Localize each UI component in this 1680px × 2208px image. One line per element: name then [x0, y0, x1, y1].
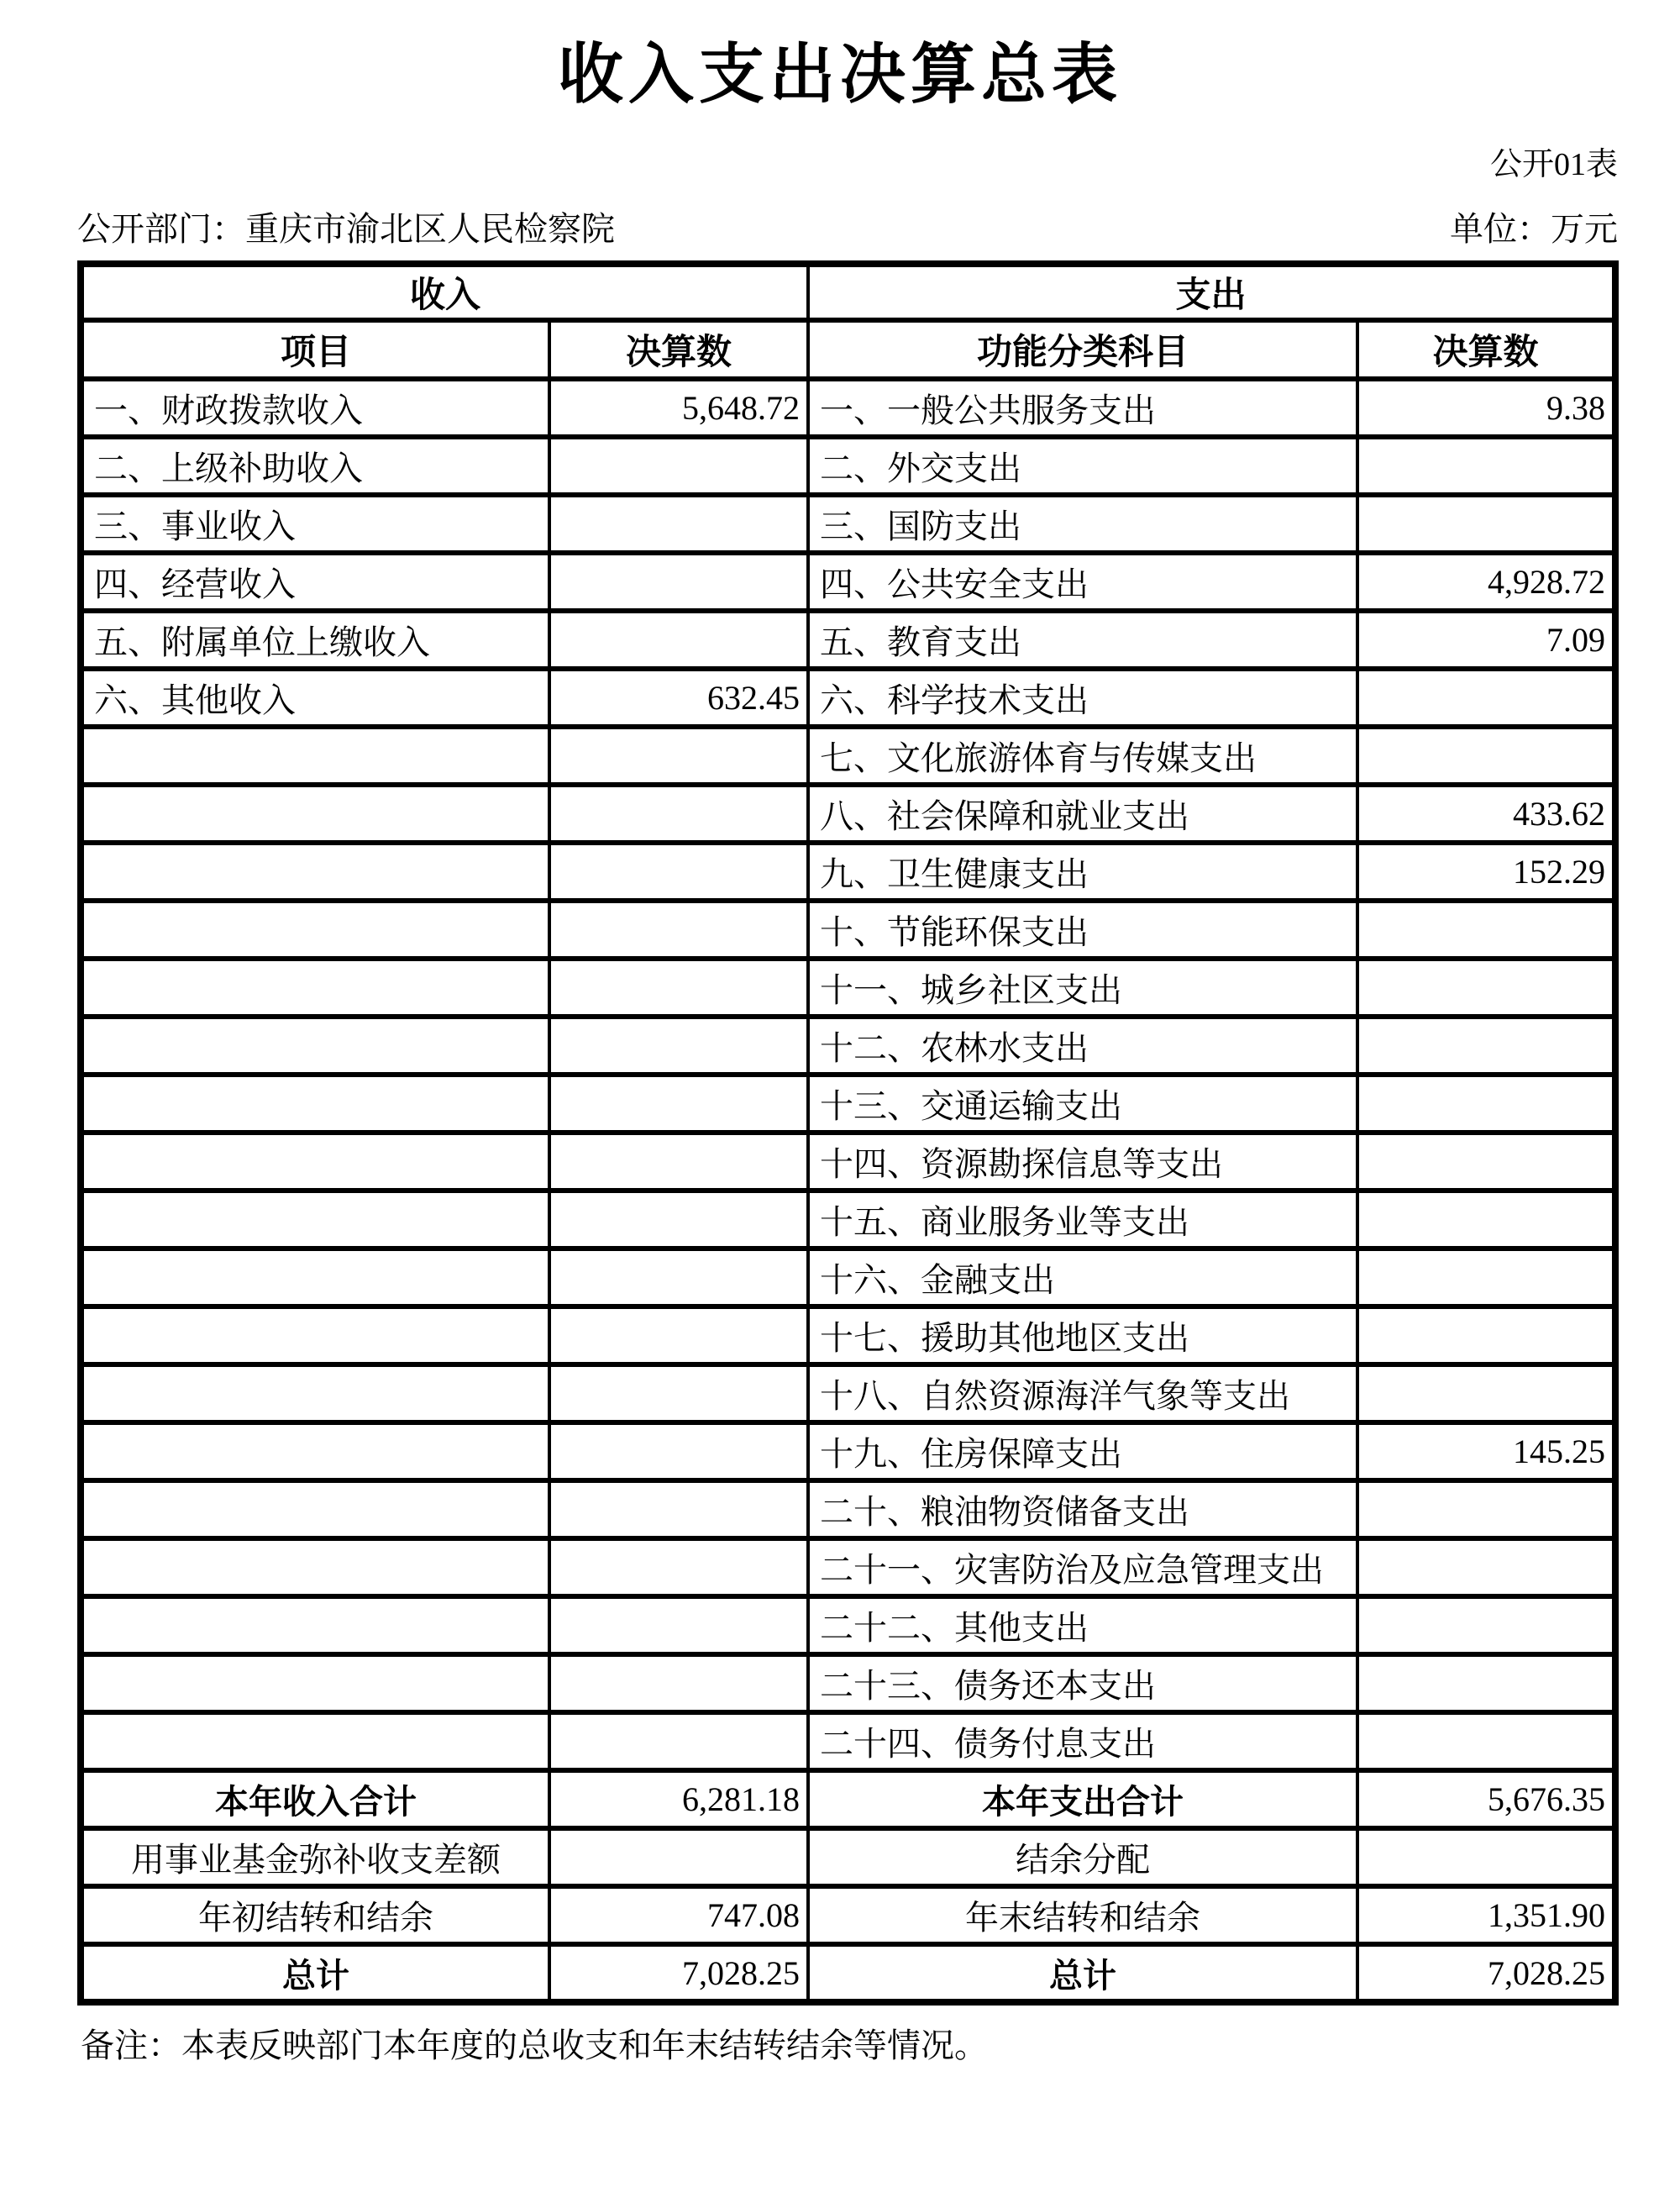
income-value-cell — [549, 1306, 808, 1364]
expense-item-cell: 二十二、其他支出 — [808, 1596, 1357, 1654]
table-row — [81, 785, 1615, 843]
expense-value-cell — [1357, 1364, 1615, 1422]
expense-item-cell: 二、外交支出 — [808, 437, 1357, 495]
expense-item-cell: 二十一、灾害防治及应急管理支出 — [808, 1538, 1357, 1596]
expense-item-cell: 一、一般公共服务支出 — [808, 379, 1357, 437]
income-value-cell — [549, 1654, 808, 1712]
expense-value-cell — [1357, 959, 1615, 1017]
income-item-cell — [81, 1017, 549, 1075]
summary-row — [81, 1770, 1615, 1828]
table-row — [81, 553, 1615, 611]
department-label: 公开部门：重庆市渝北区人民检察院 — [77, 210, 615, 248]
table-row — [81, 1654, 1615, 1712]
expense-value-cell — [1357, 495, 1615, 553]
income-item-cell — [81, 1133, 549, 1191]
table-row — [81, 437, 1615, 495]
income-summary-value-cell — [549, 1828, 808, 1886]
column-header-row — [81, 320, 1615, 379]
expense-item-cell: 十八、自然资源海洋气象等支出 — [808, 1364, 1357, 1422]
expense-item-cell: 十六、金融支出 — [808, 1249, 1357, 1306]
table-row — [81, 901, 1615, 959]
expense-item-cell: 十、节能环保支出 — [808, 901, 1357, 959]
table-row — [81, 1596, 1615, 1654]
table-row — [81, 843, 1615, 901]
income-item-cell — [81, 1075, 549, 1133]
table-row — [81, 1306, 1615, 1364]
table-row — [81, 1538, 1615, 1596]
income-value-cell — [549, 495, 808, 553]
expense-item-cell: 二十、粮油物资储备支出 — [808, 1480, 1357, 1538]
table-row — [81, 727, 1615, 785]
income-item-cell — [81, 1191, 549, 1249]
expense-summary-label-cell: 年末结转和结余 — [808, 1886, 1357, 1944]
expense-item-cell: 十七、援助其他地区支出 — [808, 1306, 1357, 1364]
table-row — [81, 1017, 1615, 1075]
income-section-header: 收入 — [81, 264, 808, 320]
table-code-label: 公开01表 — [1489, 147, 1618, 182]
expense-summary-value-cell: 5,676.35 — [1357, 1770, 1615, 1828]
table-row — [81, 1075, 1615, 1133]
table-row — [81, 669, 1615, 727]
page-title: 收入支出决算总表 — [557, 38, 1122, 111]
expense-value-cell: 152.29 — [1357, 843, 1615, 901]
table-row — [81, 1249, 1615, 1306]
income-item-cell: 一、财政拨款收入 — [81, 379, 549, 437]
expense-value-cell — [1357, 1249, 1615, 1306]
expense-item-cell: 九、卫生健康支出 — [808, 843, 1357, 901]
expense-item-cell: 十三、交通运输支出 — [808, 1075, 1357, 1133]
expense-value-cell — [1357, 1075, 1615, 1133]
expense-item-cell: 六、科学技术支出 — [808, 669, 1357, 727]
table-summary-body — [81, 1770, 1615, 2002]
income-value-cell — [549, 437, 808, 495]
expense-value-cell — [1357, 727, 1615, 785]
income-summary-label-cell: 本年收入合计 — [81, 1770, 549, 1828]
income-item-cell — [81, 1654, 549, 1712]
expense-value-cell — [1357, 1654, 1615, 1712]
income-value-cell — [549, 843, 808, 901]
footnote: 备注：本表反映部门本年度的总收支和年末结转结余等情况。 — [81, 2027, 988, 2064]
expense-value-cell — [1357, 1480, 1615, 1538]
income-item-cell — [81, 1712, 549, 1770]
summary-row — [81, 1886, 1615, 1944]
income-item-cell — [81, 1306, 549, 1364]
income-item-cell: 六、其他收入 — [81, 669, 549, 727]
expense-value-cell: 433.62 — [1357, 785, 1615, 843]
expense-summary-label-cell: 总计 — [808, 1944, 1357, 2002]
expense-value-cell — [1357, 1712, 1615, 1770]
table-row — [81, 1191, 1615, 1249]
expense-summary-value-cell: 7,028.25 — [1357, 1944, 1615, 2002]
income-value-cell: 632.45 — [549, 669, 808, 727]
section-header-row — [81, 264, 1615, 320]
expense-value-cell — [1357, 1017, 1615, 1075]
income-item-cell — [81, 843, 549, 901]
income-value-cell — [549, 1422, 808, 1480]
income-item-cell: 四、经营收入 — [81, 553, 549, 611]
income-value-cell — [549, 611, 808, 669]
expense-value-cell — [1357, 1538, 1615, 1596]
expense-value-cell — [1357, 1191, 1615, 1249]
income-item-cell — [81, 1480, 549, 1538]
income-item-cell — [81, 1422, 549, 1480]
income-item-cell: 二、上级补助收入 — [81, 437, 549, 495]
table-row — [81, 1480, 1615, 1538]
expense-item-cell: 二十三、债务还本支出 — [808, 1654, 1357, 1712]
expense-item-cell: 十四、资源勘探信息等支出 — [808, 1133, 1357, 1191]
expense-section-header: 支出 — [808, 264, 1615, 320]
expense-item-cell: 三、国防支出 — [808, 495, 1357, 553]
expense-item-cell: 二十四、债务付息支出 — [808, 1712, 1357, 1770]
unit-label: 单位：万元 — [1450, 210, 1618, 248]
income-value-cell — [549, 785, 808, 843]
income-item-cell — [81, 785, 549, 843]
income-value-cell — [549, 901, 808, 959]
expense-item-cell: 五、教育支出 — [808, 611, 1357, 669]
income-item-cell — [81, 959, 549, 1017]
expense-value-cell: 145.25 — [1357, 1422, 1615, 1480]
income-value-cell — [549, 1596, 808, 1654]
income-item-cell — [81, 1596, 549, 1654]
expense-item-cell: 十九、住房保障支出 — [808, 1422, 1357, 1480]
expense-value-cell — [1357, 901, 1615, 959]
income-summary-label-cell: 用事业基金弥补收支差额 — [81, 1828, 549, 1886]
expense-value-cell — [1357, 1306, 1615, 1364]
summary-row — [81, 1944, 1615, 2002]
income-value-cell — [549, 1249, 808, 1306]
table-row — [81, 379, 1615, 437]
income-summary-label-cell: 总计 — [81, 1944, 549, 2002]
table-row — [81, 1712, 1615, 1770]
income-value-cell — [549, 1133, 808, 1191]
income-value-cell — [549, 1075, 808, 1133]
expense-value-cell — [1357, 437, 1615, 495]
table-body — [81, 379, 1615, 1770]
column-header-expense-value: 决算数 — [1357, 320, 1615, 379]
income-value-cell — [549, 1017, 808, 1075]
expense-item-cell: 十二、农林水支出 — [808, 1017, 1357, 1075]
summary-row — [81, 1828, 1615, 1886]
expense-item-cell: 十一、城乡社区支出 — [808, 959, 1357, 1017]
income-summary-value-cell: 6,281.18 — [549, 1770, 808, 1828]
expense-item-cell: 四、公共安全支出 — [808, 553, 1357, 611]
expense-summary-label-cell: 结余分配 — [808, 1828, 1357, 1886]
income-value-cell — [549, 553, 808, 611]
final-accounts-table — [77, 260, 1619, 2006]
expense-item-cell: 八、社会保障和就业支出 — [808, 785, 1357, 843]
expense-value-cell — [1357, 1596, 1615, 1654]
table-row — [81, 1422, 1615, 1480]
table-head — [81, 264, 1615, 379]
expense-item-cell: 七、文化旅游体育与传媒支出 — [808, 727, 1357, 785]
expense-value-cell: 4,928.72 — [1357, 553, 1615, 611]
income-item-cell — [81, 727, 549, 785]
income-value-cell — [549, 1480, 808, 1538]
income-summary-value-cell: 7,028.25 — [549, 1944, 808, 2002]
table-row — [81, 959, 1615, 1017]
income-value-cell — [549, 1538, 808, 1596]
income-summary-value-cell: 747.08 — [549, 1886, 808, 1944]
expense-summary-value-cell: 1,351.90 — [1357, 1886, 1615, 1944]
column-header-income-item: 项目 — [81, 320, 549, 379]
table-row — [81, 1133, 1615, 1191]
table-row — [81, 1364, 1615, 1422]
expense-summary-label-cell: 本年支出合计 — [808, 1770, 1357, 1828]
income-value-cell — [549, 959, 808, 1017]
income-item-cell: 五、附属单位上缴收入 — [81, 611, 549, 669]
income-summary-label-cell: 年初结转和结余 — [81, 1886, 549, 1944]
income-item-cell — [81, 1364, 549, 1422]
meta-row — [0, 184, 1680, 260]
table-row — [81, 495, 1615, 553]
expense-value-cell — [1357, 1133, 1615, 1191]
income-value-cell: 5,648.72 — [549, 379, 808, 437]
table-row — [81, 611, 1615, 669]
income-item-cell — [81, 1538, 549, 1596]
income-value-cell — [549, 1191, 808, 1249]
income-value-cell — [549, 1712, 808, 1770]
income-value-cell — [549, 1364, 808, 1422]
expense-summary-value-cell — [1357, 1828, 1615, 1886]
income-item-cell — [81, 901, 549, 959]
income-item-cell: 三、事业收入 — [81, 495, 549, 553]
expense-value-cell: 9.38 — [1357, 379, 1615, 437]
expense-item-cell: 十五、商业服务业等支出 — [808, 1191, 1357, 1249]
column-header-expense-item: 功能分类科目 — [808, 320, 1357, 379]
expense-value-cell: 7.09 — [1357, 611, 1615, 669]
income-item-cell — [81, 1249, 549, 1306]
expense-value-cell — [1357, 669, 1615, 727]
column-header-income-value: 决算数 — [549, 320, 808, 379]
income-value-cell — [549, 727, 808, 785]
